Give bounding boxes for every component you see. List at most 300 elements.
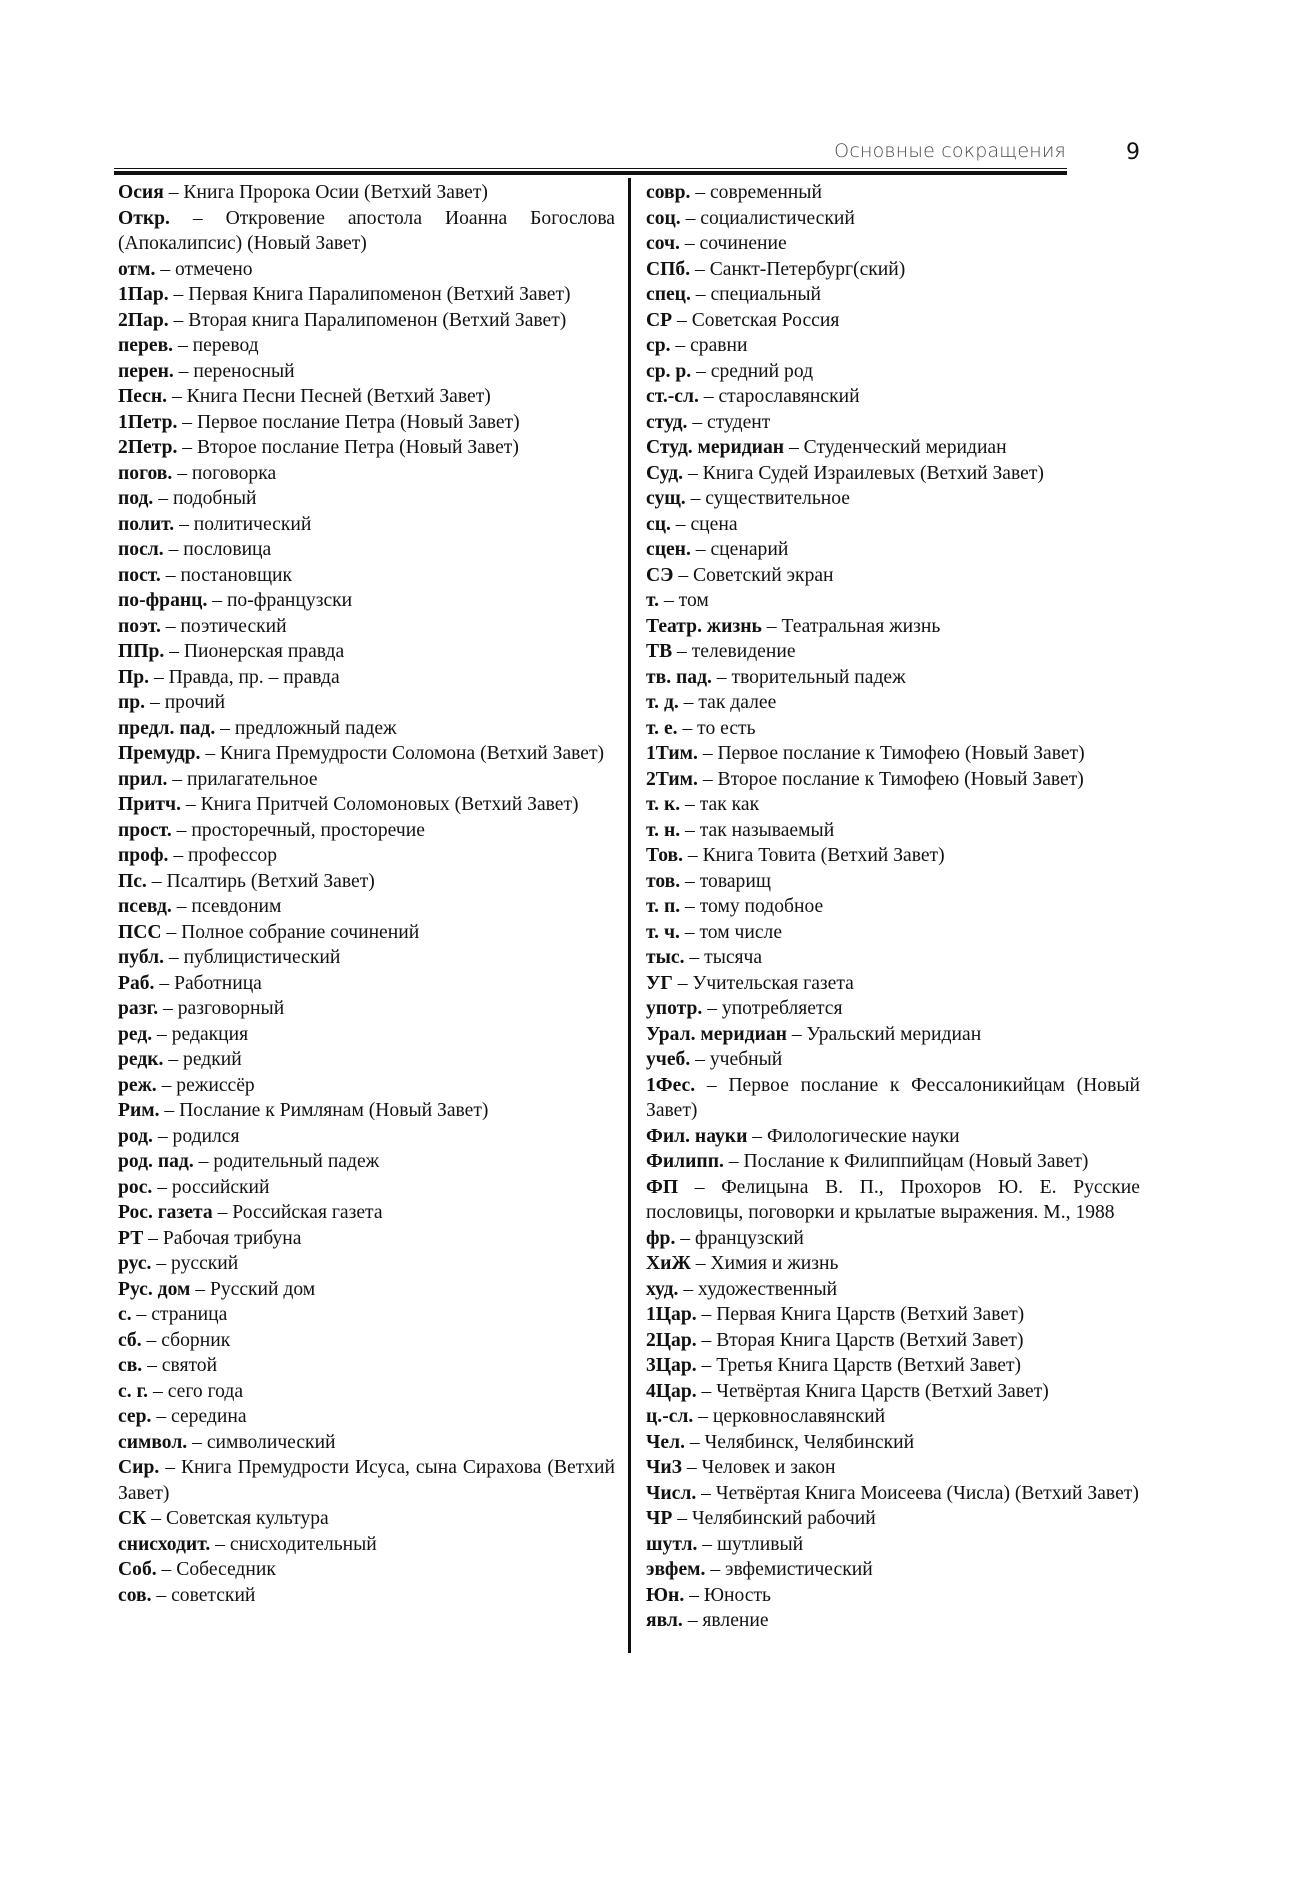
abbreviation-dash: – <box>684 1431 705 1453</box>
abbreviation-dash: – <box>212 1202 233 1223</box>
abbreviation-dash: – <box>697 743 718 764</box>
abbreviation-dash: – <box>678 692 699 713</box>
abbreviation-entry <box>118 1353 615 1379</box>
abbreviation-dash: – <box>187 1431 207 1453</box>
abbreviation-definition: Российская газета <box>232 1202 383 1223</box>
abbreviation-entry <box>118 333 615 359</box>
abbreviation-dash: – <box>682 1610 703 1631</box>
abbreviation-term: СК <box>118 1508 147 1529</box>
abbreviation-entry <box>118 1455 615 1506</box>
abbreviation-definition: Челябинск, Челябинский <box>704 1431 915 1453</box>
abbreviation-entry <box>646 767 1140 793</box>
abbreviation-term: Филипп. <box>646 1151 724 1172</box>
abbreviation-entry <box>118 1200 615 1226</box>
abbreviation-term: предл. пад. <box>118 717 216 739</box>
abbreviation-definition: редакция <box>171 1023 249 1045</box>
abbreviation-entry <box>118 257 615 283</box>
abbreviation-entry <box>118 384 615 410</box>
abbreviation-definition: употребляется <box>721 998 843 1019</box>
abbreviation-definition: Рабочая трибуна <box>162 1227 302 1249</box>
abbreviation-definition: символический <box>206 1431 336 1453</box>
abbreviation-dash: – <box>678 1176 722 1198</box>
abbreviation-term: 4Цар. <box>646 1380 697 1402</box>
abbreviation-dash: – <box>761 615 782 637</box>
abbreviation-term: публ. <box>118 947 165 968</box>
abbreviation-dash: – <box>153 488 173 509</box>
abbreviation-term: сц. <box>646 513 671 535</box>
abbreviation-dash: – <box>690 284 711 305</box>
abbreviation-entry <box>118 1124 615 1150</box>
abbreviation-dash: – <box>143 1227 163 1249</box>
abbreviation-term: соч. <box>646 233 680 254</box>
abbreviation-entry <box>646 665 1140 691</box>
abbreviation-term: ППр. <box>118 641 165 662</box>
abbreviation-dash: – <box>161 921 182 943</box>
abbreviation-definition: псевдоним <box>191 896 282 917</box>
abbreviation-entry <box>646 257 1140 283</box>
abbreviation-dash: – <box>690 1253 711 1274</box>
abbreviation-entry <box>646 639 1140 665</box>
abbreviation-definition: политический <box>193 513 312 535</box>
abbreviation-entry <box>646 1557 1140 1583</box>
abbreviation-definition: Книга Пророка Осии (Ветхий Завет) <box>183 182 488 203</box>
abbreviation-definition: публицистический <box>183 947 341 968</box>
abbreviation-definition: по-французски <box>226 590 353 611</box>
abbreviation-definition: специальный <box>710 284 822 305</box>
abbreviation-entry <box>646 588 1140 614</box>
abbreviation-definition: родился <box>172 1125 240 1147</box>
abbreviation-definition: родительный падеж <box>213 1151 380 1172</box>
abbreviation-entry <box>118 665 615 691</box>
abbreviation-definition: профессор <box>188 845 277 866</box>
abbreviation-term: Юн. <box>646 1584 685 1606</box>
abbreviation-term: тыс. <box>646 947 685 968</box>
abbreviation-dash: – <box>685 488 706 509</box>
abbreviation-definition: том <box>678 590 709 611</box>
abbreviation-term: Притч. <box>118 794 182 815</box>
abbreviation-definition: русский <box>171 1253 239 1274</box>
abbreviation-term: Рус. дом <box>118 1278 191 1300</box>
abbreviation-entry <box>118 1047 615 1073</box>
abbreviation-term: ХиЖ <box>646 1253 691 1274</box>
abbreviation-entry <box>118 818 615 844</box>
abbreviation-definition: перевод <box>192 335 259 356</box>
abbreviation-definition: снисходительный <box>229 1533 377 1555</box>
abbreviation-dash: – <box>711 666 732 688</box>
abbreviation-dash: – <box>672 309 692 331</box>
abbreviation-definition: святой <box>161 1355 218 1376</box>
abbreviation-dash: – <box>154 972 175 994</box>
abbreviation-entry <box>118 614 615 640</box>
abbreviation-entry <box>118 206 615 257</box>
abbreviation-term: Премудр. <box>118 743 201 764</box>
abbreviation-entry <box>646 1047 1140 1073</box>
abbreviation-term: 1Пар. <box>118 284 169 305</box>
abbreviation-term: полит. <box>118 513 175 535</box>
abbreviation-definition: российский <box>171 1176 270 1198</box>
abbreviation-term: Сир. <box>118 1457 160 1478</box>
abbreviation-entry <box>646 1430 1140 1456</box>
abbreviation-definition: Книга Судей Израилевых (Ветхий Завет) <box>702 462 1044 484</box>
abbreviation-definition: так называемый <box>699 819 835 841</box>
abbreviation-definition: товарищ <box>699 870 771 892</box>
abbreviation-dash: – <box>177 437 197 458</box>
abbreviation-dash: – <box>167 386 187 407</box>
abbreviation-definition: современный <box>709 182 822 203</box>
abbreviation-definition: Откровение апостола Иоанна Богослова (Апокалипсис) (Новый Завет) <box>118 207 616 254</box>
abbreviation-term: соц. <box>646 207 681 229</box>
abbreviation-dash: – <box>786 1023 807 1045</box>
abbreviation-dash: – <box>693 1406 713 1427</box>
abbreviation-dash: – <box>210 1533 230 1555</box>
abbreviation-dash: – <box>680 819 700 841</box>
abbreviation-definition: то есть <box>697 717 756 739</box>
abbreviation-definition: так далее <box>698 692 777 713</box>
abbreviation-entry <box>646 818 1140 844</box>
abbreviation-entry <box>118 435 615 461</box>
abbreviation-entry <box>118 767 615 793</box>
abbreviation-entry <box>118 1149 615 1175</box>
abbreviation-definition: Работница <box>174 972 262 994</box>
abbreviation-definition: Книга Притчей Соломоновых (Ветхий Завет) <box>200 794 579 815</box>
abbreviation-term: рус. <box>118 1253 152 1274</box>
abbreviation-term: Числ. <box>646 1482 697 1504</box>
abbreviation-dash: – <box>215 717 235 739</box>
abbreviation-definition: Человек и закон <box>701 1457 836 1478</box>
abbreviation-term: т. <box>646 590 660 611</box>
abbreviation-entry <box>118 1379 615 1405</box>
abbreviation-term: Откр. <box>118 207 170 229</box>
abbreviation-entry <box>646 716 1140 742</box>
abbreviation-dash: – <box>145 692 165 713</box>
abbreviation-definition: середина <box>171 1406 247 1427</box>
abbreviation-definition: сцена <box>690 513 738 535</box>
abbreviation-definition: явление <box>702 1610 769 1631</box>
abbreviation-entry <box>646 1608 1140 1634</box>
abbreviation-dash: – <box>682 1457 702 1478</box>
abbreviation-definition: Второе послание Петра (Новый Завет) <box>197 437 519 458</box>
abbreviation-definition: пословица <box>183 539 272 560</box>
abbreviation-dash: – <box>152 1176 172 1198</box>
abbreviation-dash: – <box>696 1355 717 1376</box>
abbreviation-definition: Фелицына В. П., Прохоров Ю. Е. Русские пословицы, поговорки и крылатые выражения. М., 1988 <box>646 1176 1140 1223</box>
abbreviation-entry <box>118 843 615 869</box>
abbreviation-entry <box>118 1506 615 1532</box>
abbreviation-entry <box>118 1022 615 1048</box>
abbreviation-dash: – <box>168 845 189 866</box>
abbreviation-dash: – <box>698 386 719 407</box>
abbreviation-term: РТ <box>118 1227 144 1249</box>
abbreviation-dash: – <box>141 1329 162 1351</box>
abbreviation-definition: отмечено <box>175 258 253 280</box>
abbreviation-dash: – <box>696 1482 716 1504</box>
abbreviation-entry <box>646 971 1140 997</box>
abbreviation-entry <box>646 1149 1140 1175</box>
abbreviation-definition: художественный <box>698 1278 838 1300</box>
abbreviation-dash: – <box>160 615 181 637</box>
abbreviation-dash: – <box>168 309 189 331</box>
abbreviation-entry <box>118 1277 615 1303</box>
abbreviation-term: 1Цар. <box>646 1304 697 1325</box>
abbreviation-dash: – <box>181 794 201 815</box>
abbreviation-term: Рос. газета <box>118 1202 213 1223</box>
abbreviation-entry <box>646 1506 1140 1532</box>
abbreviation-definition: Вторая книга Паралипоменон (Ветхий Завет) <box>188 309 567 331</box>
abbreviation-dash: – <box>146 870 167 892</box>
abbreviation-dash: – <box>784 437 804 458</box>
abbreviation-term: ст.-сл. <box>646 386 699 407</box>
abbreviation-term: фр. <box>646 1227 676 1249</box>
abbreviation-entry <box>118 461 615 487</box>
abbreviation-term: явл. <box>646 1610 683 1631</box>
abbreviation-definition: страница <box>151 1304 228 1325</box>
abbreviation-term: прил. <box>118 768 168 790</box>
abbreviation-definition: Советская культура <box>165 1508 329 1529</box>
abbreviation-term: ФП <box>646 1176 679 1198</box>
abbreviation-term: Осия <box>118 182 164 203</box>
abbreviation-dash: – <box>697 1533 717 1555</box>
abbreviation-dash: – <box>690 1049 710 1070</box>
abbreviation-definition: Студенческий меридиан <box>803 437 1007 458</box>
abbreviation-dash: – <box>164 947 184 968</box>
abbreviation-dash: – <box>673 564 694 586</box>
abbreviation-entry <box>118 1583 615 1609</box>
abbreviation-entry <box>118 359 615 385</box>
abbreviation-definition: тысяча <box>704 947 763 968</box>
abbreviation-dash: – <box>690 258 710 280</box>
abbreviation-term: Песн. <box>118 386 168 407</box>
abbreviation-term: т. п. <box>646 896 681 917</box>
abbreviation-dash: – <box>696 1329 717 1351</box>
abbreviation-dash: – <box>151 1406 172 1427</box>
abbreviation-entry <box>118 1532 615 1558</box>
abbreviation-term: спец. <box>646 284 691 305</box>
abbreviation-term: с. <box>118 1304 132 1325</box>
abbreviation-term: перев. <box>118 335 174 356</box>
abbreviation-entry <box>646 1302 1140 1328</box>
abbreviation-term: 2Цар. <box>646 1329 697 1351</box>
abbreviation-term: сущ. <box>646 488 686 509</box>
abbreviation-definition: редкий <box>183 1049 242 1070</box>
abbreviation-definition: поговорка <box>191 462 277 484</box>
abbreviation-entry <box>118 1430 615 1456</box>
abbreviation-dash: – <box>151 1584 172 1606</box>
left-column <box>118 180 615 1608</box>
abbreviation-dash: – <box>148 1380 168 1402</box>
abbreviation-entry <box>118 971 615 997</box>
abbreviation-entry <box>118 563 615 589</box>
abbreviation-dash: – <box>142 1355 162 1376</box>
abbreviation-definition: Уральский меридиан <box>806 1023 982 1045</box>
abbreviation-term: учеб. <box>646 1049 691 1070</box>
abbreviation-entry <box>646 1175 1140 1226</box>
abbreviation-definition: переносный <box>193 360 295 382</box>
abbreviation-entry <box>646 1226 1140 1252</box>
abbreviation-term: 2Пар. <box>118 309 169 331</box>
abbreviation-entry <box>646 180 1140 206</box>
abbreviation-term: т. е. <box>646 717 678 739</box>
abbreviation-entry <box>646 792 1140 818</box>
abbreviation-definition: Филологические науки <box>766 1125 960 1147</box>
abbreviation-definition: Книга Премудрости Соломона (Ветхий Завет) <box>220 743 605 764</box>
abbreviation-term: с. г. <box>118 1380 149 1402</box>
abbreviation-term: Соб. <box>118 1559 157 1580</box>
running-header-title: Основные сокращения <box>834 140 1066 162</box>
abbreviation-term: Раб. <box>118 972 155 994</box>
abbreviation-dash: – <box>672 972 693 994</box>
abbreviation-entry <box>118 282 615 308</box>
abbreviation-term: 1Тим. <box>646 743 698 764</box>
abbreviation-term: разг. <box>118 998 159 1019</box>
abbreviation-dash: – <box>174 513 194 535</box>
abbreviation-definition: поэтический <box>180 615 287 637</box>
abbreviation-term: редк. <box>118 1049 164 1070</box>
abbreviation-entry <box>646 486 1140 512</box>
abbreviation-definition: Первое послание к Тимофею (Новый Завет) <box>717 743 1085 764</box>
abbreviation-term: тв. пад. <box>646 666 712 688</box>
abbreviation-dash: – <box>158 998 178 1019</box>
abbreviation-definition: сравни <box>690 335 748 356</box>
abbreviation-entry <box>646 384 1140 410</box>
abbreviation-dash: – <box>747 1125 767 1147</box>
abbreviation-term: УГ <box>646 972 673 994</box>
abbreviation-term: Рим. <box>118 1100 160 1121</box>
abbreviation-definition: старославянский <box>718 386 860 407</box>
abbreviation-entry <box>646 1328 1140 1354</box>
abbreviation-dash: – <box>168 284 189 305</box>
abbreviation-entry <box>646 1379 1140 1405</box>
abbreviation-entry <box>646 1073 1140 1124</box>
abbreviation-term: ред. <box>118 1023 153 1045</box>
abbreviation-definition: Советский экран <box>693 564 834 586</box>
abbreviation-dash: – <box>677 717 698 739</box>
abbreviation-term: ц.-сл. <box>646 1406 694 1427</box>
abbreviation-definition: Четвёртая Книга Царств (Ветхий Завет) <box>716 1380 1049 1402</box>
abbreviation-entry <box>118 1328 615 1354</box>
abbreviation-entry <box>118 996 615 1022</box>
abbreviation-term: снисходит. <box>118 1533 211 1555</box>
abbreviation-entry <box>646 1455 1140 1481</box>
abbreviation-dash: – <box>672 641 692 662</box>
abbreviation-dash: – <box>167 768 187 790</box>
abbreviation-definition: Первая Книга Паралипоменон (Ветхий Завет) <box>188 284 571 305</box>
abbreviation-definition: Театральная жизнь <box>781 615 941 637</box>
abbreviation-dash: – <box>684 1584 704 1606</box>
abbreviation-term: 1Фес. <box>646 1074 696 1096</box>
abbreviation-definition: Первая Книга Царств (Ветхий Завет) <box>716 1304 1025 1325</box>
abbreviation-entry <box>118 716 615 742</box>
abbreviation-dash: – <box>177 411 197 433</box>
abbreviation-entry <box>646 894 1140 920</box>
abbreviation-entry <box>118 1073 615 1099</box>
abbreviation-entry <box>118 869 615 895</box>
abbreviation-definition: так как <box>699 794 760 815</box>
abbreviation-term: т. к. <box>646 794 681 815</box>
abbreviation-term: ЧР <box>646 1508 673 1529</box>
abbreviation-definition: Послание к Филиппийцам (Новый Завет) <box>743 1151 1089 1172</box>
abbreviation-entry <box>646 1404 1140 1430</box>
abbreviation-definition: режиссёр <box>176 1074 255 1096</box>
abbreviation-term: 2Тим. <box>646 768 698 790</box>
abbreviation-term: студ. <box>646 411 688 433</box>
header-rule-thin <box>114 168 1067 169</box>
header-rule-thick <box>114 171 1067 175</box>
abbreviation-dash: – <box>672 1508 692 1529</box>
abbreviation-dash: – <box>171 896 192 917</box>
abbreviation-term: пост. <box>118 564 161 586</box>
abbreviation-term: употр. <box>646 998 703 1019</box>
abbreviation-dash: – <box>152 1125 173 1147</box>
abbreviation-definition: творительный падеж <box>731 666 906 688</box>
abbreviation-dash: – <box>172 462 192 484</box>
abbreviation-term: ТВ <box>646 641 673 662</box>
abbreviation-term: худ. <box>646 1278 679 1300</box>
abbreviation-definition: сего года <box>167 1380 244 1402</box>
abbreviation-entry <box>118 308 615 334</box>
abbreviation-entry <box>646 359 1140 385</box>
abbreviation-entry <box>646 741 1140 767</box>
abbreviation-dash: – <box>207 590 227 611</box>
abbreviation-definition: советский <box>171 1584 256 1606</box>
abbreviation-definition: Юность <box>703 1584 771 1606</box>
abbreviation-definition: Третья Книга Царств (Ветхий Завет) <box>716 1355 1022 1376</box>
abbreviation-entry <box>646 614 1140 640</box>
abbreviation-entry <box>646 206 1140 232</box>
abbreviation-entry <box>646 231 1140 257</box>
abbreviation-entry <box>646 308 1140 334</box>
abbreviation-term: сб. <box>118 1329 142 1351</box>
abbreviation-term: т. д. <box>646 692 679 713</box>
abbreviation-term: род. <box>118 1125 153 1147</box>
abbreviation-dash: – <box>675 1227 695 1249</box>
abbreviation-dash: – <box>696 1304 717 1325</box>
abbreviation-entry <box>646 1481 1140 1507</box>
abbreviation-dash: – <box>679 233 700 254</box>
abbreviation-term: СР <box>646 309 673 331</box>
abbreviation-entry <box>646 690 1140 716</box>
abbreviation-term: эвфем. <box>646 1559 706 1580</box>
abbreviation-term: ЧиЗ <box>646 1457 683 1478</box>
abbreviation-definition: Первое послание Петра (Новый Завет) <box>197 411 520 433</box>
abbreviation-term: ср. <box>646 335 671 356</box>
page-number: 9 <box>1126 140 1140 165</box>
abbreviation-entry <box>646 435 1140 461</box>
abbreviation-entry <box>118 1226 615 1252</box>
abbreviation-definition: том числе <box>699 921 783 943</box>
abbreviation-dash: – <box>680 207 701 229</box>
abbreviation-term: СПб. <box>646 258 691 280</box>
abbreviation-term: Урал. меридиан <box>646 1023 787 1045</box>
abbreviation-term: шутл. <box>646 1533 698 1555</box>
abbreviation-definition: предложный падеж <box>234 717 397 739</box>
abbreviation-term: Пс. <box>118 870 147 892</box>
abbreviation-dash: – <box>684 947 705 968</box>
abbreviation-entry <box>118 486 615 512</box>
abbreviation-term: отм. <box>118 258 156 280</box>
abbreviation-term: 1Петр. <box>118 411 178 433</box>
abbreviation-definition: Собеседник <box>176 1559 276 1580</box>
abbreviation-dash: – <box>163 539 184 560</box>
abbreviation-dash: – <box>683 462 703 484</box>
abbreviation-entry <box>118 537 615 563</box>
abbreviation-term: т. н. <box>646 819 681 841</box>
abbreviation-term: ср. р. <box>646 360 692 382</box>
abbreviation-dash: – <box>702 998 722 1019</box>
abbreviation-dash: – <box>163 1049 184 1070</box>
abbreviation-entry <box>118 1098 615 1124</box>
abbreviation-entry <box>646 996 1140 1022</box>
abbreviation-definition: Книга Песни Песней (Ветхий Завет) <box>186 386 491 407</box>
